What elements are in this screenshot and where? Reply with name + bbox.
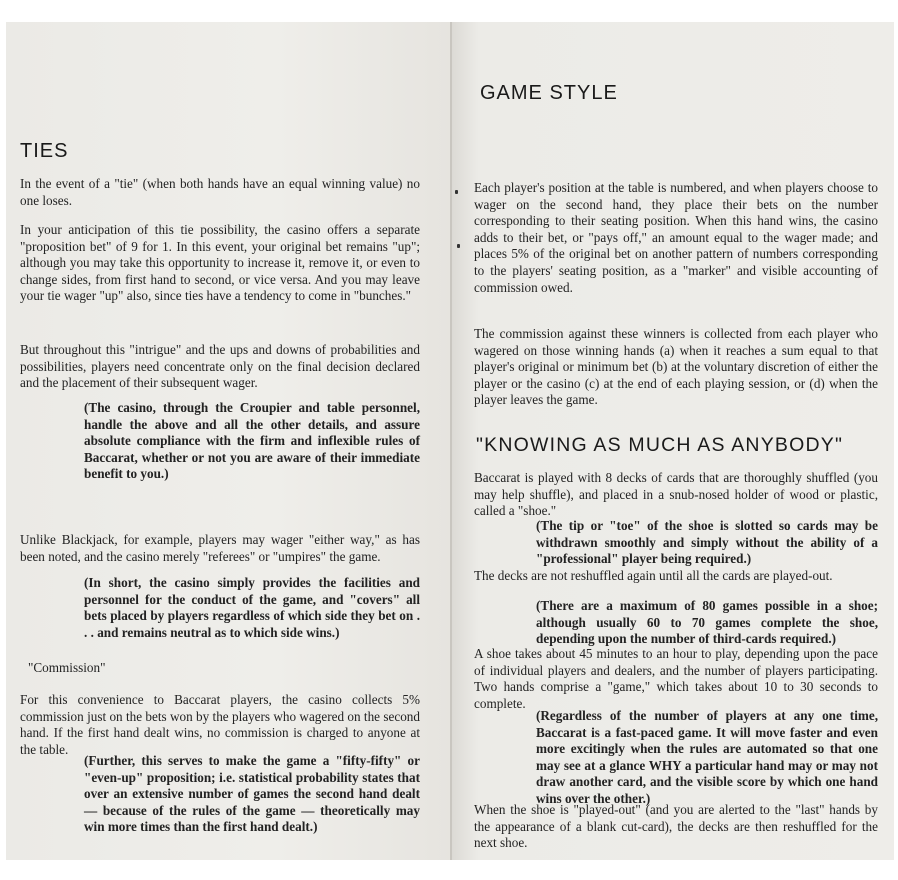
knowing-paragraph-4: When the shoe is "played-out" (and you are alerted to the "last" hands by the appearance of a blank cut-card), the decks are then reshuffled for the next shoe.: [474, 802, 878, 851]
page-mark-dot: [455, 190, 458, 194]
commission-subheading: "Commission": [28, 660, 106, 675]
knowing-paragraph-3: A shoe takes about 45 minutes to an hour to play, depending upon the pace of individual players and dealers, and the number of players participating. Two hands comprise a "game," which takes about 10 to 30 seconds to complete.: [474, 646, 878, 711]
knowing-note-2: (There are a maximum of 80 games possible in a shoe; although usually 60 to 70 games complete the shoe, depending upon the number of third-cards required.): [536, 598, 878, 647]
knowing-note-3: (Regardless of the number of players at any one time, Baccarat is a fast-paced game. It will move faster and even more excitingly when the rules are automated so that one may see at a glance WHY a particular hand may or may not draw another card, and the visible score by which one hand wins over the other.): [536, 708, 878, 806]
ties-paragraph-3: But throughout this "intrigue" and the ups and downs of probabilities and possibilities, players need concentrate only on the final decision declared and the placement of their subsequent wager.: [20, 342, 420, 391]
commission-note: (Further, this serves to make the game a "fifty-fifty" or "even-up" proposition; i.e. statistical probability states that over an extensive number of games the second hand dealt — because of the rules of the game — theoretically may win more times than the first hand dealt.): [84, 753, 420, 835]
knowing-paragraph-1: Baccarat is played with 8 decks of cards that are thoroughly shuffled (you may help shuffle), and placed in a snub-nosed holder of wood or plastic, called a "shoe.": [474, 470, 878, 519]
game-style-heading: GAME STYLE: [480, 82, 618, 104]
knowing-heading: "KNOWING AS MUCH AS ANYBODY": [476, 434, 844, 456]
game-style-paragraph-2: The commission against these winners is collected from each player who wagered on those winning hands (a) when it reaches a sum equal to that player's original or minimum bet (b) at the voluntary discretion of either the player or the casino (c) at the end of each playing session, or (d) when the player leaves the game.: [474, 326, 878, 408]
ties-paragraph-1: In the event of a "tie" (when both hands have an equal winning value) no one loses.: [20, 176, 420, 208]
ties-paragraph-2: In your anticipation of this tie possibility, the casino offers a separate "proposition bet" of 9 for 1. In this event, your original bet remains "up"; although you may take this opportunity to increase it, remove it, or even to change sides, from first hand to second, or vice versa. And you may leave your tie wager "up" also, since ties have a tendency to come in "bunches.": [20, 222, 420, 304]
booklet-spread: [6, 22, 894, 860]
knowing-note-1: (The tip or "toe" of the shoe is slotted so cards may be withdrawn smoothly and simply without the ability of a "professional" player being required.): [536, 518, 878, 567]
ties-note-1: (The casino, through the Croupier and table personnel, handle the above and all the other details, and assure absolute compliance with the firm and inflexible rules of Baccarat, whether or not you are aware of their immediate benefit to you.): [84, 400, 420, 482]
page-mark-dot: [457, 244, 460, 248]
ties-paragraph-4: Unlike Blackjack, for example, players may wager "either way," as has been noted, and the casino merely "referees" or "umpires" the game.: [20, 532, 420, 564]
left-page: [6, 22, 452, 860]
ties-note-2: (In short, the casino simply provides the facilities and personnel for the conduct of the game, and "covers" all bets placed by players regardless of which side they bet on . . . and remains neutral as to which side wins.): [84, 575, 420, 640]
game-style-paragraph-1: Each player's position at the table is numbered, and when players choose to wager on the second hand, they place their bets on the number corresponding to their seating position. When this hand wins, the casino adds to their bet, or "pays off," an amount equal to the wager made; and places 5% of the original bet on another pattern of numbers corresponding to the players' seating position, as a "marker" and visible accounting of commission owed.: [474, 180, 878, 295]
commission-paragraph: For this convenience to Baccarat players, the casino collects 5% commission just on the bets won by the players who wagered on the second hand. If the first hand dealt wins, no commission is charged to anyone at the table.: [20, 692, 420, 757]
ties-heading: TIES: [20, 140, 69, 162]
knowing-paragraph-2: The decks are not reshuffled again until all the cards are played-out.: [474, 568, 833, 583]
right-page: [452, 22, 894, 860]
